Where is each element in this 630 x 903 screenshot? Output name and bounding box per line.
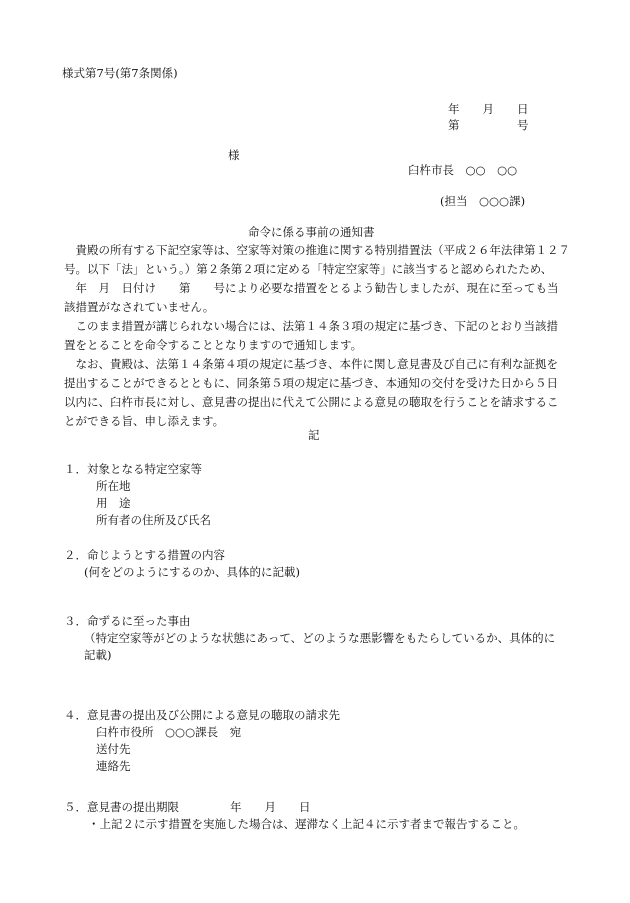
item-5-deadline: 年 月 日 xyxy=(230,800,311,814)
item-5-bullet: ・上記２に示す措置を実施した場合は、遅滞なく上記４に示す者まで報告すること。 xyxy=(88,817,525,831)
addressee-suffix: 様 xyxy=(228,148,240,162)
item-1-heading: １．対象となる特定空家等 xyxy=(64,462,202,476)
item-1-owner: 所有者の住所及び氏名 xyxy=(96,513,211,527)
item-4-heading: ４．意見書の提出及び公開による意見の聴取の請求先 xyxy=(64,708,340,722)
body-line: 置をとることを命令することとなりますので通知します。 xyxy=(64,338,363,352)
document-title: 命令に係る事前の通知書 xyxy=(248,225,375,239)
form-label: 様式第7号(第7条関係) xyxy=(62,66,178,80)
body-line: このまま措置が講じられない場合には、法第１４条３項の規定に基づき、下記のとおり当該措 xyxy=(64,319,559,333)
contact-department: (担当 ○○○課) xyxy=(440,194,526,208)
item-4-address: 送付先 xyxy=(96,742,131,756)
item-2-heading: ２．命じようとする措置の内容 xyxy=(64,548,225,562)
body-paragraph-1 xyxy=(64,241,572,317)
body-line: 以内に、臼杵市長に対し、意見書の提出に代えて公開による意見の聴取を行うことを請求するこ xyxy=(64,395,559,409)
item-1-location: 所在地 xyxy=(96,479,131,493)
body-line: 該措置がなされていません。 xyxy=(64,300,215,314)
body-paragraph-2 xyxy=(64,317,572,355)
date-line: 年 月 日 xyxy=(448,102,529,116)
sender-name: 臼杵市長 ○○ ○○ xyxy=(408,163,518,177)
ki-heading: 記 xyxy=(308,428,320,442)
body-line: とができる旨、申し添えます。 xyxy=(64,414,225,428)
item-4-contact: 連絡先 xyxy=(96,759,131,773)
item-1-use: 用 途 xyxy=(96,496,131,510)
body-line: なお、貴殿は、法第１４条第４項の規定に基づき、本件に関し意見書及び自己に有利な証拠を xyxy=(64,357,559,371)
body-line: 提出することができるとともに、同条第５項の規定に基づき、本通知の交付を受けた日から５日 xyxy=(64,376,559,390)
item-4-recipient: 臼杵市役所 ○○○課長 宛 xyxy=(96,725,242,739)
item-2-note: (何をどのようにするのか、具体的に記載) xyxy=(84,565,300,579)
item-5-heading: ５．意見書の提出期限 xyxy=(64,800,179,814)
document-number: 第 号 xyxy=(448,118,529,132)
item-3-note-line-2: 記載) xyxy=(84,648,112,662)
item-3-note-line-1: （特定空家等がどのような状態にあって、どのような悪影響をもたらしているか、具体的に xyxy=(84,631,556,645)
body-line: 貴殿の所有する下記空家等は、空家等対策の推進に関する特別措置法（平成２６年法律第１２７ xyxy=(64,243,570,257)
body-line: 年 月 日付け 第 号により必要な措置をとるよう勧告しましたが、現在に至っても当 xyxy=(64,281,559,295)
item-3-heading: ３．命ずるに至った事由 xyxy=(64,614,191,628)
body-paragraph-3 xyxy=(64,355,572,431)
body-line: 号。以下「法」という。）第２条第２項に定める「特定空家等」に該当すると認められたため、 xyxy=(64,262,553,276)
